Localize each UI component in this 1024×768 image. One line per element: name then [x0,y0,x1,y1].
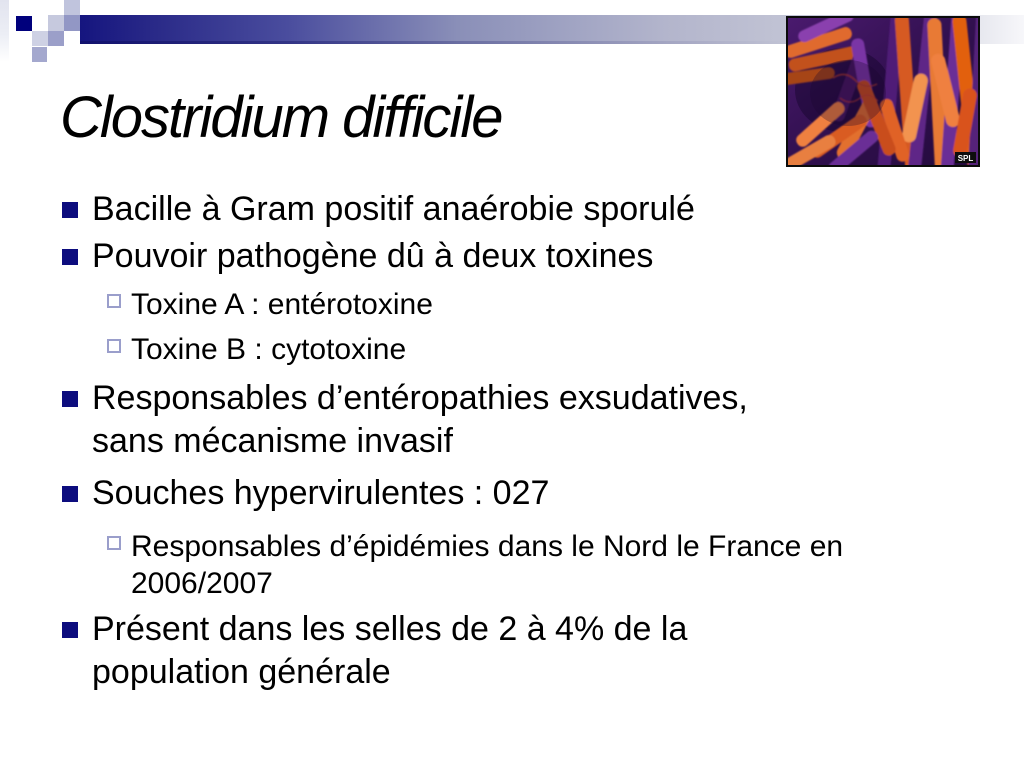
sub-bullet-item [107,286,433,323]
bullet-item [62,188,695,231]
bacteria-micrograph-art [788,18,978,165]
bullet-text: Responsables d’épidémies dans le Nord le France en 2006/2007 [131,530,844,600]
mosaic-square [48,31,64,46]
bullet-square-icon [62,486,78,502]
mosaic-square [32,47,47,62]
bullet-text: Bacille à Gram positif anaérobie sporulé [92,190,695,228]
bullet-square-icon [62,622,78,638]
bullet-text: Présent dans les selles de 2 à 4% de la population générale [92,610,688,691]
mosaic-square [16,16,32,31]
bullet-item [62,377,748,463]
bullet-item [62,608,687,694]
mosaic-square [48,15,64,31]
hollow-square-bullet-icon [107,339,121,353]
slide-title: Clostridium difficile [60,85,502,150]
hollow-square-bullet-icon [107,294,121,308]
bullet-text: Toxine A : entérotoxine [131,288,433,321]
bullet-text: Pouvoir pathogène dû à deux toxines [92,237,654,275]
bullet-text: Responsables d’entéropathies exsudatives, sans mécanisme invasif [92,379,748,460]
bullet-square-icon [62,391,78,407]
left-gradient-strip [0,0,9,62]
mosaic-square [64,0,80,15]
bullet-item [62,235,653,278]
sub-bullet-item [107,528,843,602]
mosaic-square [32,31,48,46]
bullet-text: Toxine B : cytotoxine [131,333,407,366]
bullet-square-icon [62,249,78,265]
sub-bullet-item [107,331,406,368]
spl-credit-chip [955,152,976,163]
bullet-square-icon [62,202,78,218]
spl-credit: SPL [957,154,974,163]
mosaic-square [64,15,80,31]
bacteria-micrograph [786,16,980,167]
hollow-square-bullet-icon [107,536,121,550]
bullet-text: Souches hypervirulentes : 027 [92,474,550,512]
bullet-item [62,472,549,515]
